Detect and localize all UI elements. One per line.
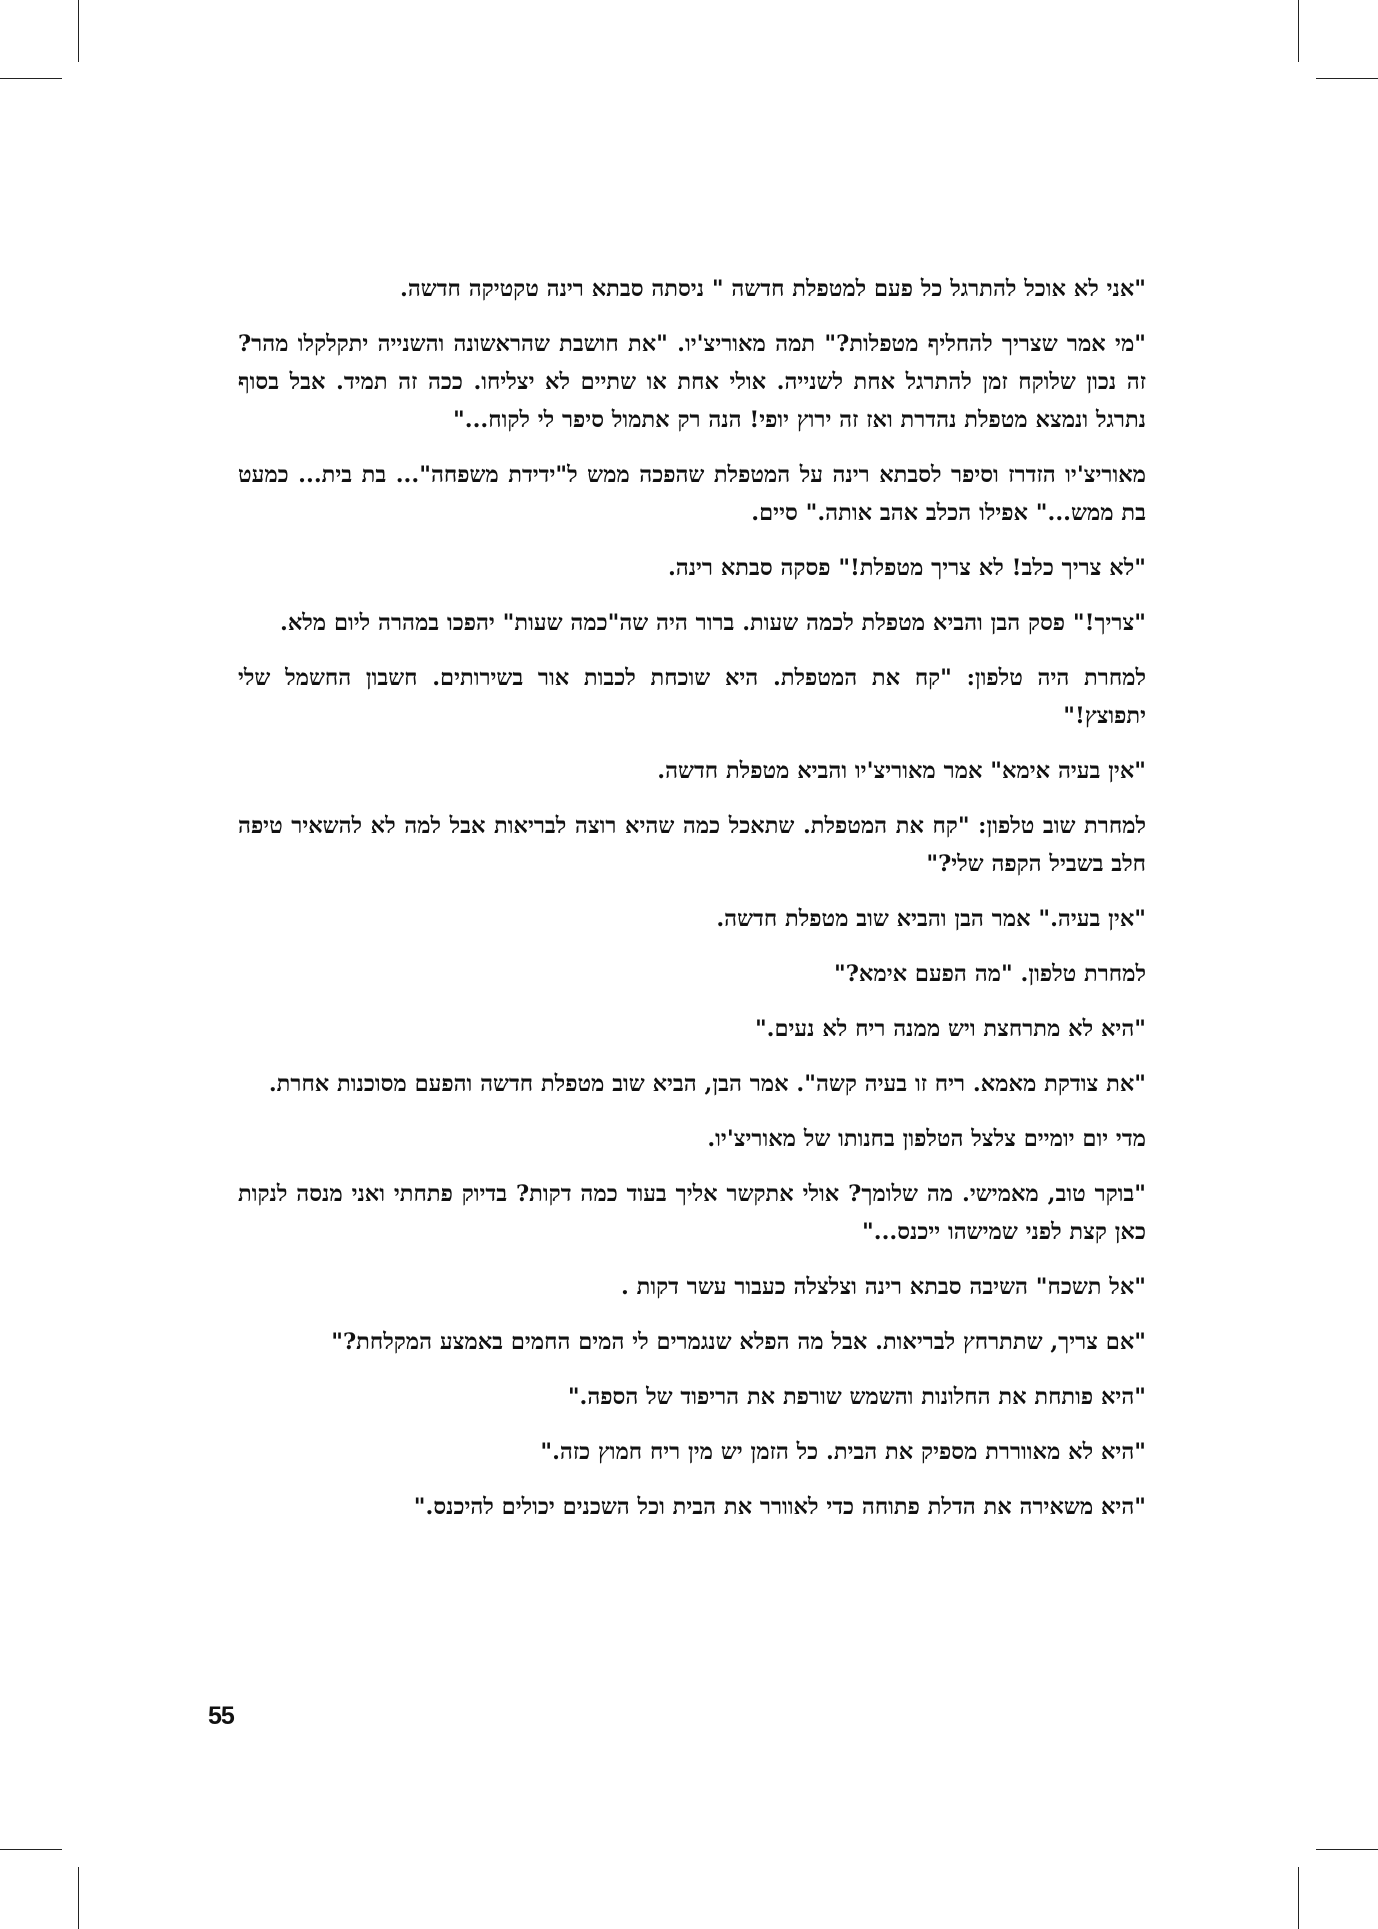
paragraph-17: "היא פותחת את החלונות והשמש שורפת את הריפוד של הספה." [567,1384,1146,1410]
paragraph-2: "מי אמר שצריך להחליף מטפלות?" תמה מאוריצ'יו. "את חושבת שהראשונה והשנייה יתקלקלו מהר? זה נכון שלוקח זמן להתרגל אחת לשנייה. אולי אחת או שתיים לא יצליחו. ככה זה תמיד. אבל בסוף נתרגל ונמצא מטפלת נהדרת ואז זה ירוץ יופי! הנה רק אתמול סיפר לי לקוח..." [238,331,1146,433]
paragraph-15: "אל תשכח" השיבה סבתא רינה וצלצלה כעבור עשר דקות . [620,1274,1146,1300]
crop-mark-top-right-vertical [1298,0,1299,62]
paragraph-6: למחרת היה טלפון: "קח את המטפלת. היא שוכחת לכבות אור בשירותים. חשבון החשמל שלי יתפוצץ!" [238,665,1146,729]
paragraph-9: "אין בעיה." אמר הבן והביא שוב מטפלת חדשה. [716,906,1146,932]
crop-mark-bottom-left-horizontal [0,1849,62,1850]
paragraph-14: "בוקר טוב, מאמישי. מה שלומך? אולי אתקשר אליך בעוד כמה דקות? בדיוק פתחתי ואני מנסה לנקות כאן קצת לפני שמישהו ייכנס..." [238,1181,1146,1245]
crop-mark-bottom-right-vertical [1298,1867,1299,1929]
crop-mark-bottom-right-horizontal [1316,1849,1378,1850]
paragraph-3: מאוריצ'יו הזדרז וסיפר לסבתא רינה על המטפלת שהפכה ממש ל"ידידת משפחה"... בת בית... כמעט בת ממש..." אפילו הכלב אהב אותה." סיים. [238,462,1146,526]
paragraph-12: "את צודקת מאמא. ריח זו בעיה קשה". אמר הבן, הביא שוב מטפלת חדשה והפעם מסוכנות אחרת. [268,1071,1146,1097]
paragraph-5: "צריך!" פסק הבן והביא מטפלת לכמה שעות. ברור היה שה"כמה שעות" יהפכו במהרה ליום מלא. [280,610,1146,636]
crop-mark-top-left-vertical [78,0,79,62]
paragraph-16: "אם צריך, שתתרחץ לבריאות. אבל מה הפלא שנגמרים לי המים החמים באמצע המקלחת?" [331,1329,1146,1355]
paragraph-13: מדי יום יומיים צלצל הטלפון בחנותו של מאוריצ'יו. [707,1126,1146,1152]
body-text [238,270,1146,1543]
paragraph-1: "אני לא אוכל להתרגל כל פעם למטפלת חדשה " ניסתה סבתא רינה טקטיקה חדשה. [400,276,1146,302]
paragraph-7: "אין בעיה אימא" אמר מאוריצ'יו והביא מטפלת חדשה. [657,758,1146,784]
crop-mark-top-right-horizontal [1316,78,1378,79]
paragraph-10: למחרת טלפון. "מה הפעם אימא?" [834,961,1146,987]
paragraph-8: למחרת שוב טלפון: "קח את המטפלת. שתאכל כמה שהיא רוצה לבריאות אבל למה לא להשאיר טיפה חלב בשביל הקפה שלי?" [238,813,1146,877]
crop-mark-top-left-horizontal [0,78,62,79]
crop-mark-bottom-left-vertical [78,1867,79,1929]
paragraph-4: "לא צריך כלב! לא צריך מטפלת!" פסקה סבתא רינה. [667,555,1146,581]
paragraph-18: "היא לא מאווררת מספיק את הבית. כל הזמן יש מין ריח חמוץ כזה." [540,1439,1146,1465]
paragraph-11: "היא לא מתרחצת ויש ממנה ריח לא נעים." [754,1016,1146,1042]
page-number: 55 [208,1702,234,1730]
paragraph-19: "היא משאירה את הדלת פתוחה כדי לאוורר את הבית וכל השכנים יכולים להיכנס." [413,1494,1146,1520]
